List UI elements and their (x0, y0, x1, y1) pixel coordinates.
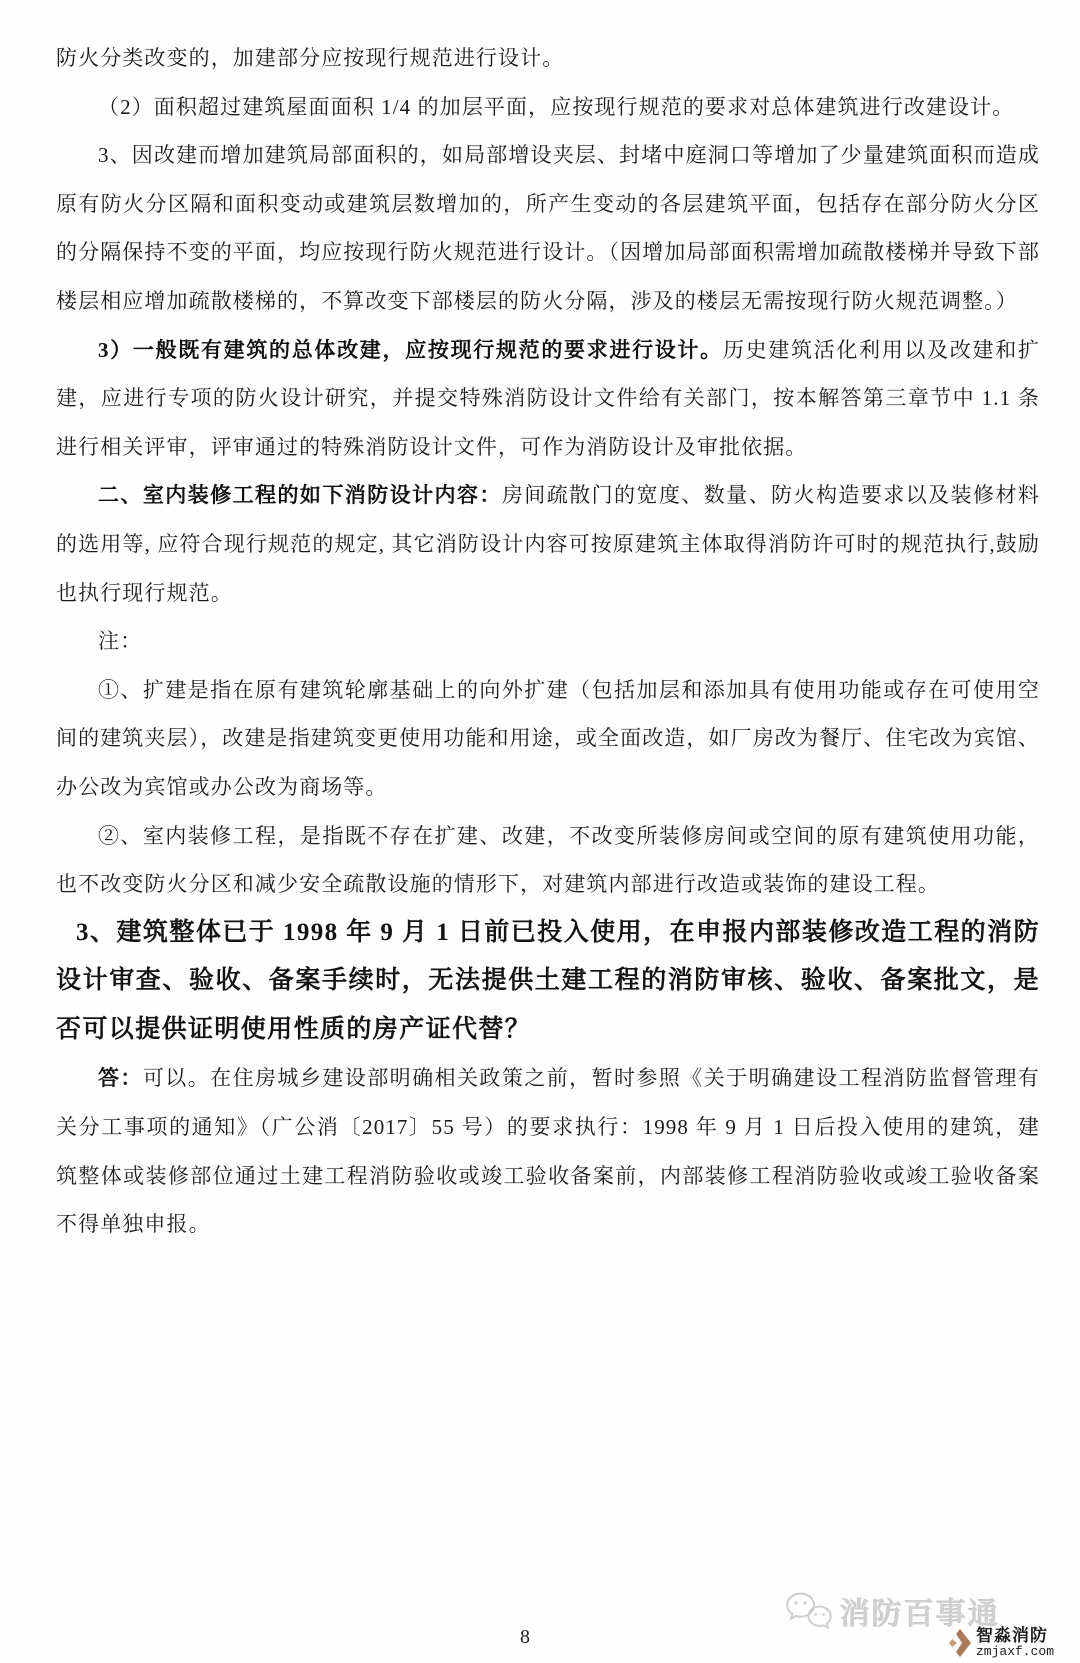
vendor-url: zmjaxf.com (975, 1644, 1054, 1660)
vendor-logo-text (976, 1627, 1054, 1658)
brand-watermark-text: 消防百事通 (840, 1598, 1000, 1631)
paragraph: ②、室内装修工程，是指既不存在扩建、改建，不改变所装修房间或空间的原有建筑使用功能，也不改变防火分区和减少安全疏散设施的情形下，对建筑内部进行改造或装饰的建设工程。 (56, 823, 1040, 897)
vendor-logo (947, 1627, 1054, 1659)
paragraph: 防火分类改变的，加建部分应按现行规范进行设计。 (56, 46, 565, 70)
page-number: 8 (520, 1626, 530, 1648)
paragraph: （2）面积超过建筑屋面面积 1/4 的加层平面，应按现行规范的要求对总体建筑进行改建设计。 (98, 94, 1015, 119)
paragraph: 二、室内装修工程的如下消防设计内容：房间疏散门的宽度、数量、防火构造要求以及装修材料的选用等, 应符合现行规范的规定, 其它消防设计内容可按原建筑主体取得消防许可时的规范执行,鼓励也执行现行规范。 (56, 483, 1040, 605)
vendor-name: 智淼消防 (975, 1626, 1048, 1646)
paragraph: 3、因改建而增加建筑局部面积的，如局部增设夹层、封堵中庭洞口等增加了少量建筑面积而造成原有防火分区隔和面积变动或建筑层数增加的，所产生变动的各层建筑平面，包括存在部分防火分区的分隔保持不变的平面，均应按现行防火规范进行设计。（因增加局部面积需增加疏散楼梯并导致下部楼层相应增加疏散楼梯的，不算改变下部楼层的防火分隔，涉及的楼层无需按现行防火规范调整。） (56, 143, 1040, 313)
question-heading: 3、建筑整体已于 1998 年 9 月 1 日前已投入使用，在申报内部装修改造工程的消防设计审查、验收、备案手续时，无法提供土建工程的消防审核、验收、备案批文，是否可以提供证明使用性质的房产证代替？ (56, 918, 1040, 1043)
paragraph: 注： (98, 629, 143, 654)
diamond-logo-icon (947, 1627, 973, 1659)
watermark (784, 1589, 1054, 1661)
paragraph: ①、扩建是指在原有建筑轮廓基础上的向外扩建（包括加层和添加具有使用功能或存在可使用空间的建筑夹层），改建是指建筑变更使用功能和用途，或全面改造，如厂房改为餐厅、住宅改为宾馆、办公改为宾馆或办公改为商场等。 (56, 677, 1040, 799)
paragraph: 答：可以。在住房城乡建设部明确相关政策之前，暂时参照《关于明确建设工程消防监督管理有关分工事项的通知》（广公消〔2017〕55 号）的要求执行：1998 年 9 月 1 日后投入使用的建筑，建筑整体或装修部位通过土建工程消防验收或竣工验收备案前，内部装修工程消防验收或竣工验收备案不得单独申报。 (56, 1066, 1040, 1237)
wechat-icon (784, 1591, 834, 1631)
document-body (56, 34, 1040, 1249)
paragraph: 3）一般既有建筑的总体改建，应按现行规范的要求进行设计。历史建筑活化利用以及改建和扩建，应进行专项的防火设计研究，并提交特殊消防设计文件给有关部门，按本解答第三章节中 1.1 条进行相关评审，评审通过的特殊消防设计文件，可作为消防设计及审批依据。 (56, 337, 1040, 459)
